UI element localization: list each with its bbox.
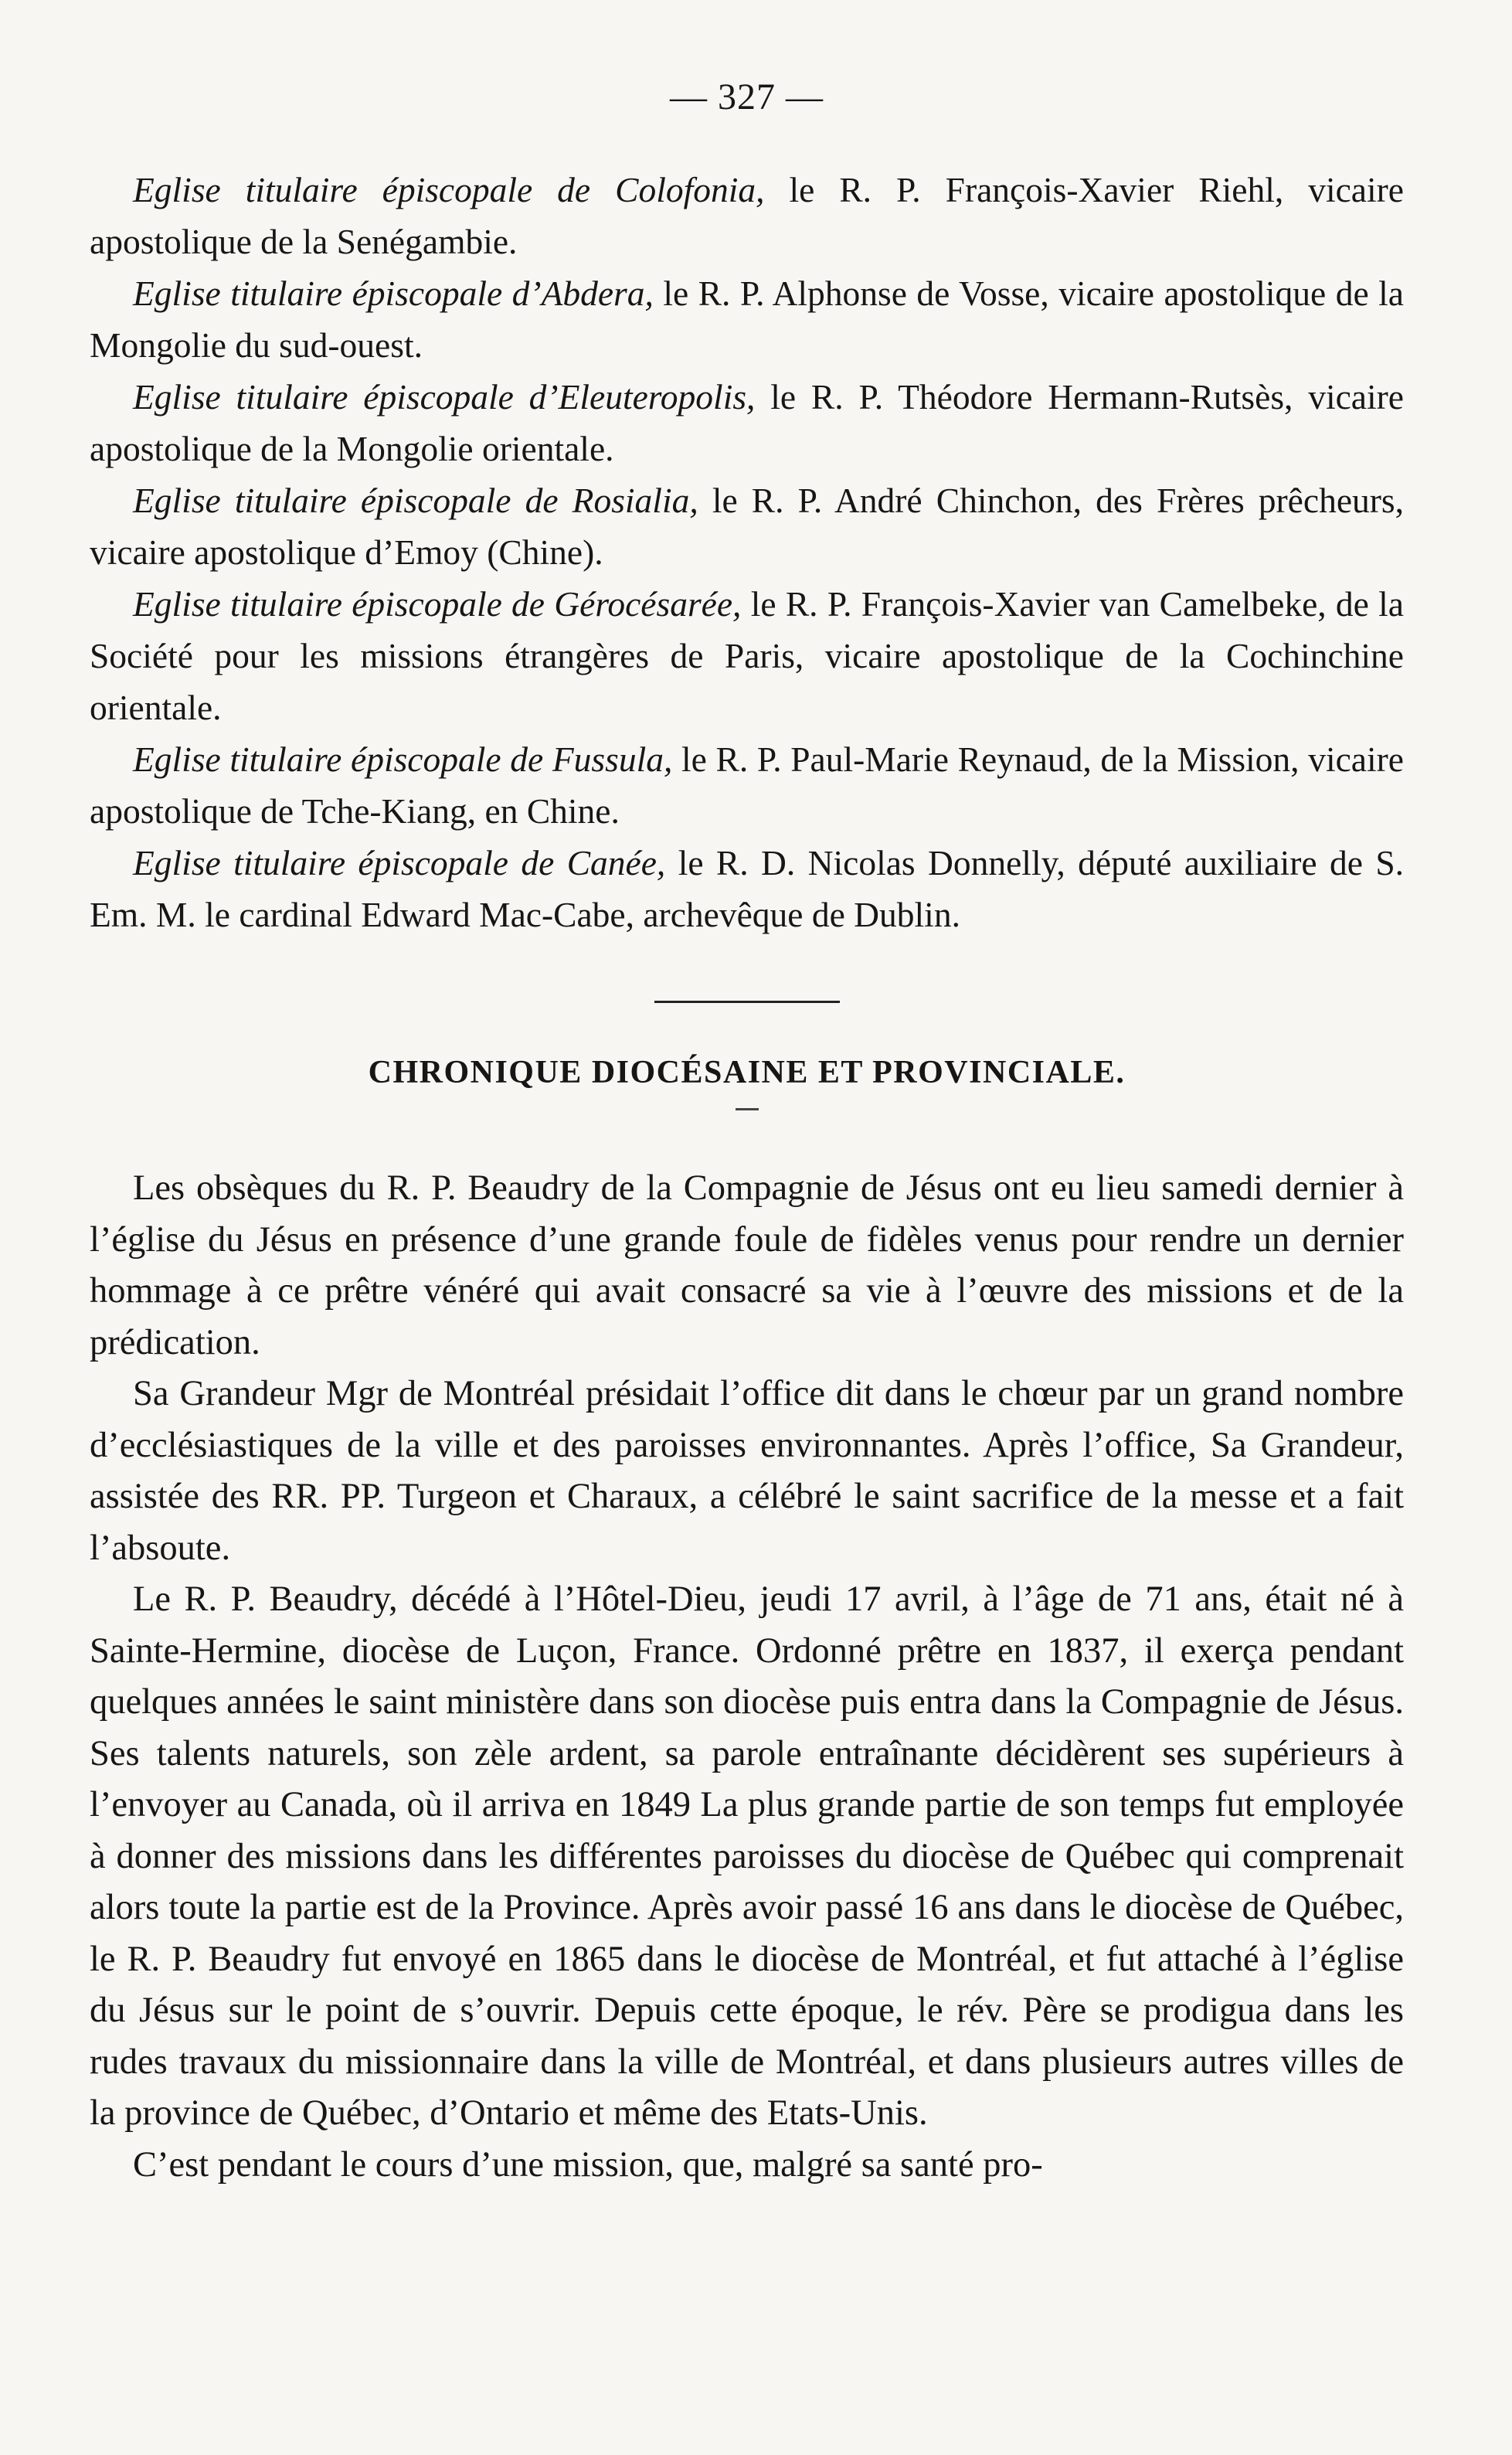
entry-title: Eglise titulaire épiscopale d’Abdera, bbox=[133, 274, 654, 313]
paragraph: Le R. P. Beaudry, décédé à l’Hôtel-Dieu, jeudi 17 avril, à l’âge de 71 ans, était né à Sainte-Hermine, diocèse de Luçon, France. Ordonné prêtre en 1837, il exerça pendant quelques années le saint ministère dans son diocèse puis entra dans la Compagnie de Jésus. Ses talents naturels, son zèle ardent, sa parole entraînante décidèrent ses supérieurs à l’envoyer au Canada, où il arriva en 1849 La plus grande partie de son temps fut employée à donner des missions dans les différentes paroisses du diocèse de Québec qui comprenait alors toute la partie est de la Province. Après avoir passé 16 ans dans le diocèse de Québec, le R. P. Beaudry fut envoyé en 1865 dans le diocèse de Montréal, et fut attaché à l’église du Jésus sur le point de s’ouvrir. Depuis cette époque, le rév. Père se prodigua dans les rudes travaux du missionnaire dans la ville de Montréal, et dans plusieurs autres villes de la province de Québec, d’Ontario et même des Etats-Unis. bbox=[90, 1579, 1404, 2133]
appointment-entry bbox=[90, 837, 1404, 940]
appointment-entry bbox=[90, 371, 1404, 474]
appointment-entry bbox=[90, 474, 1404, 578]
section-divider bbox=[654, 1001, 840, 1003]
entry-text: le R. P. Théodore Hermann-Rutsès, vicaire apostolique de la Mongolie orientale. bbox=[90, 377, 1404, 468]
entry-title: Eglise titulaire épiscopale de Colofonia, bbox=[133, 170, 765, 209]
appointment-entry bbox=[90, 164, 1404, 267]
paragraph: Sa Grandeur Mgr de Montréal présidait l’office dit dans le chœur par un grand nombre d’ecclésiastiques de la ville et des paroisses environnantes. Après l’office, Sa Grandeur, assistée des RR. PP. Turgeon et Charaux, a célébré le saint sacrifice de la messe et a fait l’absoute. bbox=[90, 1374, 1404, 1568]
heading-ornament bbox=[736, 1108, 759, 1110]
section-heading: CHRONIQUE DIOCÉSAINE ET PROVINCIALE. bbox=[368, 1055, 1126, 1090]
appointments-list bbox=[90, 164, 1404, 940]
entry-text: le R. P. François-Xavier van Camelbeke, de la Société pour les missions étrangères de Paris, vicaire apostolique de la Cochinchine orientale. bbox=[90, 584, 1404, 727]
paragraph: Les obsèques du R. P. Beaudry de la Compagnie de Jésus ont eu lieu samedi dernier à l’église du Jésus en présence d’une grande foule de fidèles venus pour rendre un dernier hommage à ce prêtre vénéré qui avait consacré sa vie à l’œuvre des missions et de la prédication. bbox=[90, 1168, 1404, 1362]
entry-text: le R. P. André Chinchon, des Frères prêcheurs, vicaire apostolique d’Emoy (Chine). bbox=[90, 481, 1404, 572]
entry-title: Eglise titulaire épiscopale de Fussula, bbox=[133, 740, 673, 779]
entry-text: le R. P. François-Xavier Riehl, vicaire apostolique de la Senégambie. bbox=[90, 170, 1404, 261]
entry-title: Eglise titulaire épiscopale d’Eleuteropolis, bbox=[133, 377, 756, 417]
paragraph: C’est pendant le cours d’une mission, que, malgré sa santé pro- bbox=[133, 2144, 1043, 2185]
appointment-entry bbox=[90, 267, 1404, 371]
entry-title: Eglise titulaire épiscopale de Gérocésarée, bbox=[133, 584, 742, 624]
appointment-entry bbox=[90, 578, 1404, 733]
entry-title: Eglise titulaire épiscopale de Rosialia, bbox=[133, 481, 698, 520]
appointment-entry bbox=[90, 733, 1404, 837]
entry-text: le R. D. Nicolas Donnelly, député auxiliaire de S. Em. M. le cardinal Edward Mac-Cabe, archevêque de Dublin. bbox=[90, 843, 1404, 934]
entry-text: le R. P. Alphonse de Vosse, vicaire apostolique de la Mongolie du sud-ouest. bbox=[90, 274, 1404, 365]
entry-text: le R. P. Paul-Marie Reynaud, de la Mission, vicaire apostolique de Tche-Kiang, en Chine. bbox=[90, 740, 1404, 831]
page-number: — 327 — bbox=[670, 77, 824, 117]
entry-title: Eglise titulaire épiscopale de Canée, bbox=[133, 843, 666, 882]
chronicle-body bbox=[90, 1163, 1404, 2191]
